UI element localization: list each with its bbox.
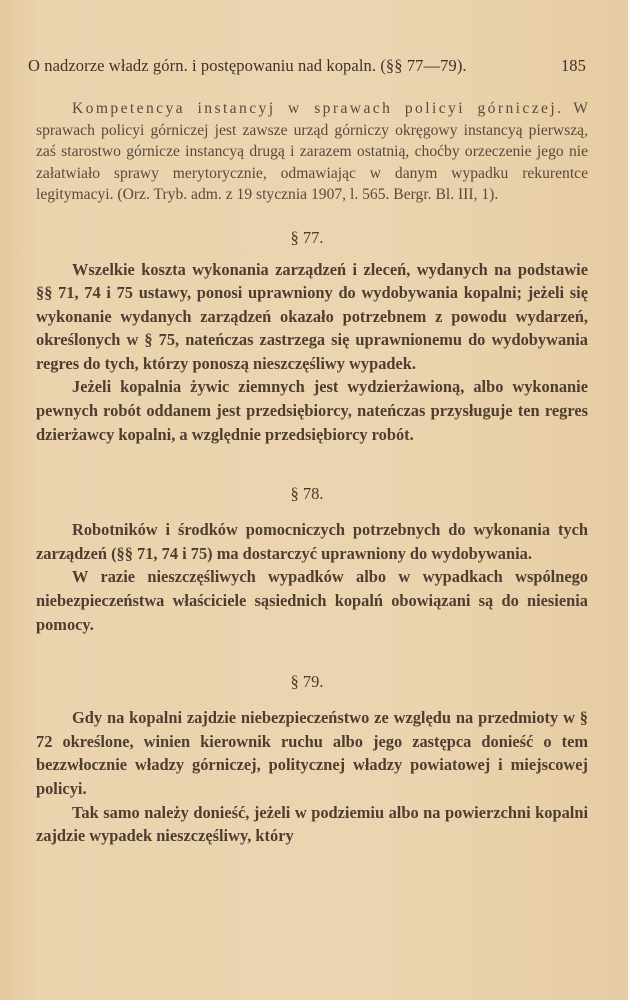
paragraph: Jeżeli kopalnia żywic ziemnych jest wydzierżawioną, albo wykonanie pewnych robót oddanem jest przedsiębiorcy, nateńczas przysługuje ten regres dzierżawcy kopalni, a względnie przedsiębiorcy robót. [36, 377, 588, 444]
paragraph: Robotników i środków pomocniczych potrzebnych do wykonania tych zarządzeń (§§ 71, 74 i 75) ma dostarczyć uprawniony do wydobywania. [36, 520, 588, 563]
running-header [26, 56, 588, 76]
running-title: O nadzorze władz górn. i postępowaniu nad kopaln. (§§ 77—79). [28, 56, 467, 75]
paragraph: Gdy na kopalni zajdzie niebezpieczeństwo ze względu na przedmioty w § 72 określone, winien kierownik ruchu albo jego zastępca donieść o tem bezzwłocznie władzy górniczej, politycznej władzy powiatowej i miejscowej policyi. [36, 708, 588, 798]
section-79-title: § 79. [290, 672, 324, 692]
note-lead: Kompetencya instancyj w sprawach policyi górniczej. [72, 100, 564, 117]
paragraph: Tak samo należy donieść, jeżeli w podziemiu albo na powierzchni kopalni zajdzie wypadek nieszczęśliwy, który [36, 802, 588, 846]
note-text: W sprawach policyi górniczej jest zawsze urząd górniczy okręgowy instancyą pierwszą, zaś starostwo górnicze instancyą drugą i zarazem ostatnią, choćby orzeczenie jego nie załatwiało sprawy merytorycznie, odmawiając w danym wypadku rekurentce legitymacyi. (Orz. Tryb. adm. z 19 stycznia 1907, l. 565. Bergr. Bl. III, 1). [36, 100, 588, 203]
section-77-body [26, 258, 588, 447]
page-number: 185 [560, 56, 586, 75]
section-79-body [26, 706, 588, 848]
editorial-note [26, 98, 588, 206]
section-77-title: § 77. [290, 227, 324, 247]
paragraph: Wszelkie koszta wykonania zarządzeń i zleceń, wydanych na podstawie §§ 71, 74 i 75 ustawy, ponosi uprawniony do wydobywania kopalni; jeżeli się wykonanie wydanych zarządzeń okazało potrzebnem z powodu wydarzeń, określonych w § 75, nateńczas zastrzega się uprawnionemu do wydobywania regres do tych, którzy ponoszą nieszczęśliwy wypadek. [36, 259, 588, 373]
section-78-title: § 78. [290, 484, 324, 504]
paragraph: W razie nieszczęśliwych wypadków albo w wypadkach wspólnego niebezpieczeństwa właściciele sąsiednich kopalń obowiązani są do niesienia pomocy. [36, 567, 588, 634]
section-78-body [26, 518, 588, 636]
